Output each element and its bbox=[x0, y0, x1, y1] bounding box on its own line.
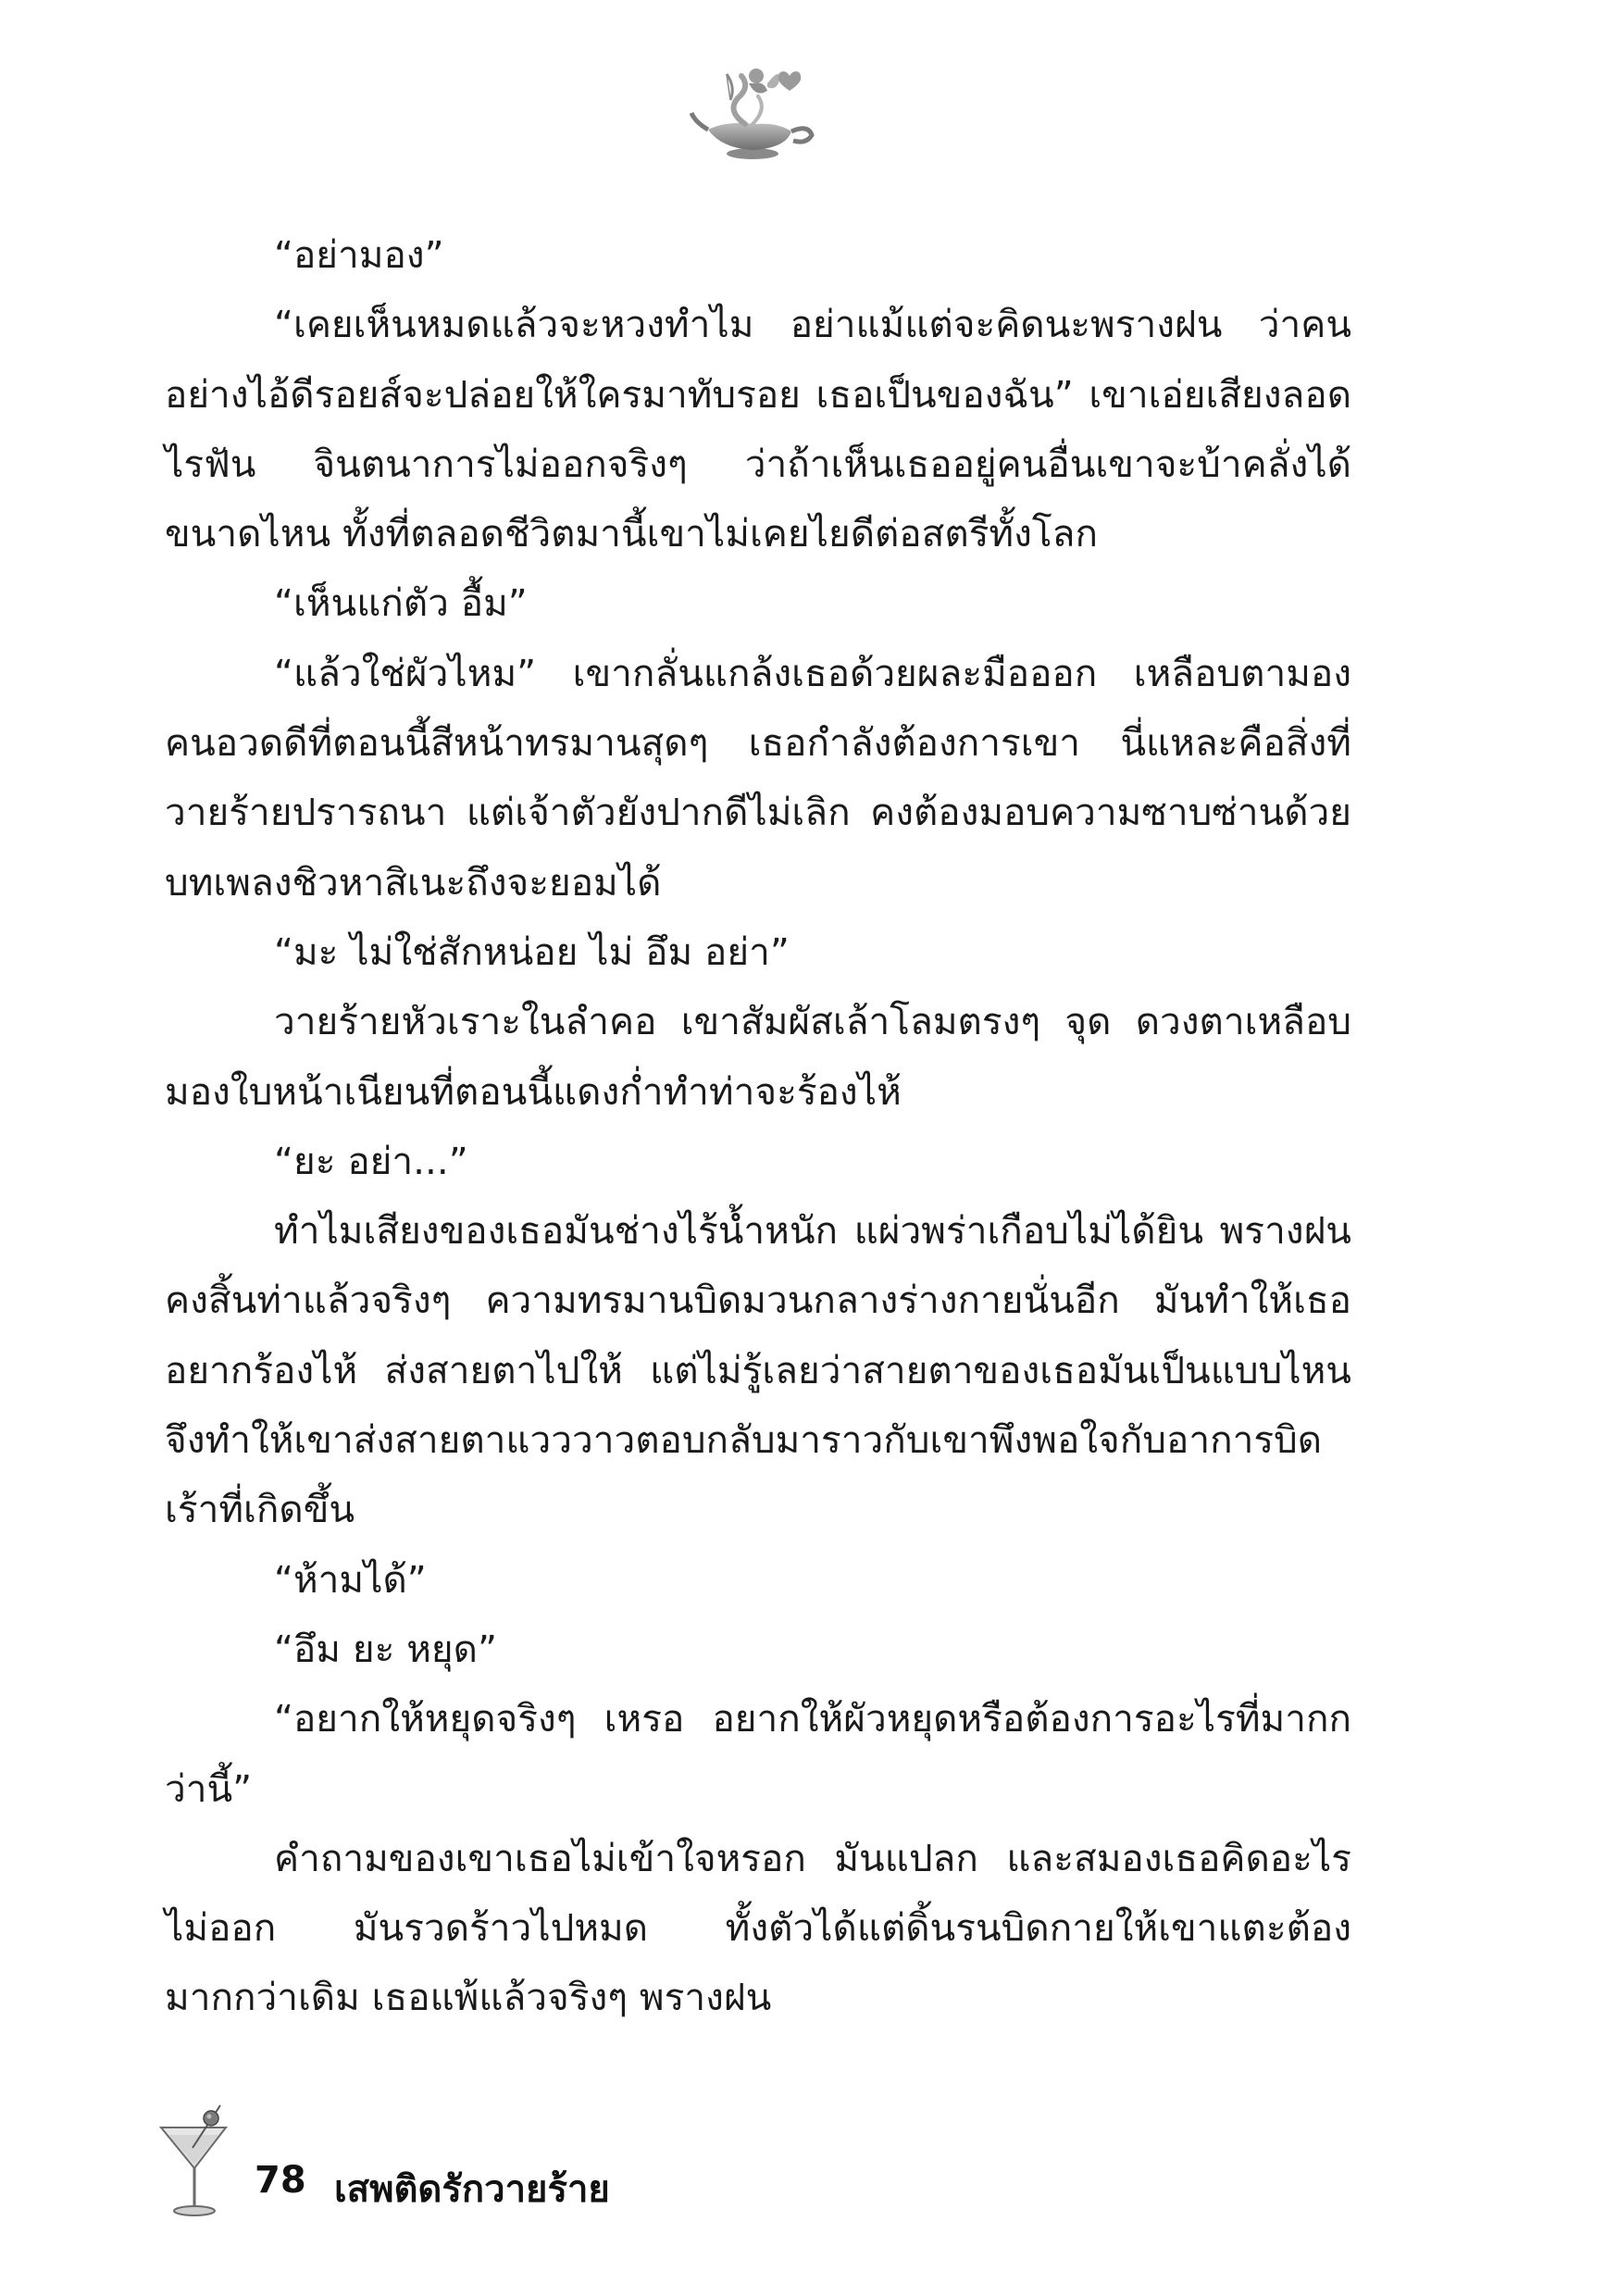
cupid-genie-lamp-icon bbox=[690, 56, 819, 167]
paragraph-2: “เคยเห็นหมดแล้วจะหวงทำไม อย่าแม้แต่จะคิดนะพรางฝน ว่าคนอย่างไอ้ดีรอยส์จะปล่อยให้ใครมาทับรอย เธอเป็นของฉัน” เขาเอ่ยเสียงลอดไรฟัน จินตนาการไม่ออกจริงๆ ว่าถ้าเห็นเธออยู่คนอื่นเขาจะบ้าคลั่งได้ขนาดไหน ทั้งที่ตลอดชีวิตมานี้เขาไม่เคยไยดีต่อสตรีทั้งโลก bbox=[165, 302, 1351, 556]
paragraph-11: “อยากให้หยุดจริงๆ เหรอ อยากให้ผัวหยุดหรือต้องการอะไรที่มากกว่านี้” bbox=[165, 1696, 1351, 1811]
cocktail-glass-icon bbox=[156, 2102, 239, 2222]
page-footer bbox=[156, 2102, 896, 2231]
paragraph-6: วายร้ายหัวเราะในลำคอ เขาสัมผัสเล้าโลมตรงๆ จุด ดวงตาเหลือบมองใบหน้าเนียนที่ตอนนี้แดงก่ำทำท่าจะร้องไห้ bbox=[165, 999, 1351, 1114]
paragraph-12: คำถามของเขาเธอไม่เข้าใจหรอก มันแปลก และสมองเธอคิดอะไรไม่ออก มันรวดร้าวไปหมด ทั้งตัวได้แต่ดิ้นรนบิดกายให้เขาแตะต้องมากกว่าเดิม เธอแพ้แล้วจริงๆ พรางฝน bbox=[165, 1835, 1351, 2020]
paragraph-5: “มะ ไม่ใช่สักหน่อย ไม่ อึม อย่า” bbox=[274, 929, 790, 974]
paragraph-8: ทำไมเสียงของเธอมันช่างไร้น้ำหนัก แผ่วพร่าเกือบไม่ได้ยิน พรางฝนคงสิ้นท่าแล้วจริงๆ ความทรมานบิดมวนกลางร่างกายนั่นอีก มันทำให้เธออยากร้องไห้ ส่งสายตาไปให้ แต่ไม่รู้เลยว่าสายตาของเธอมันเป็นแบบไหนจึงทำให้เขาส่งสายตาแวววาวตอบกลับมาราวกับเขาพึงพอใจกับอาการบิดเร้าที่เกิดขึ้น bbox=[165, 1208, 1351, 1532]
paragraph-9: “ห้ามได้” bbox=[274, 1556, 427, 1602]
page-number: 78 bbox=[255, 2159, 306, 2202]
paragraph-3: “เห็นแก่ตัว อื้ม” bbox=[274, 580, 528, 626]
paragraph-4: “แล้วใช่ผัวไหม” เขากลั่นแกล้งเธอด้วยผละมือออก เหลือบตามองคนอวดดีที่ตอนนี้สีหน้าทรมานสุดๆ เธอกำลังต้องการเขา นี่แหละคือสิ่งที่วายร้ายปรารถนา แต่เจ้าตัวยังปากดีไม่เลิก คงต้องมอบความซาบซ่านด้วยบทเพลงชิวหาสิเนะถึงจะยอมได้ bbox=[165, 650, 1351, 905]
story-text bbox=[165, 220, 1351, 2033]
paragraph-1: “อย่ามอง” bbox=[274, 232, 444, 277]
paragraph-7: “ยะ อย่า...” bbox=[274, 1138, 468, 1183]
book-title: เสพติดรักวายร้าย bbox=[334, 2168, 610, 2211]
paragraph-10: “อึม ยะ หยุด” bbox=[274, 1626, 497, 1671]
